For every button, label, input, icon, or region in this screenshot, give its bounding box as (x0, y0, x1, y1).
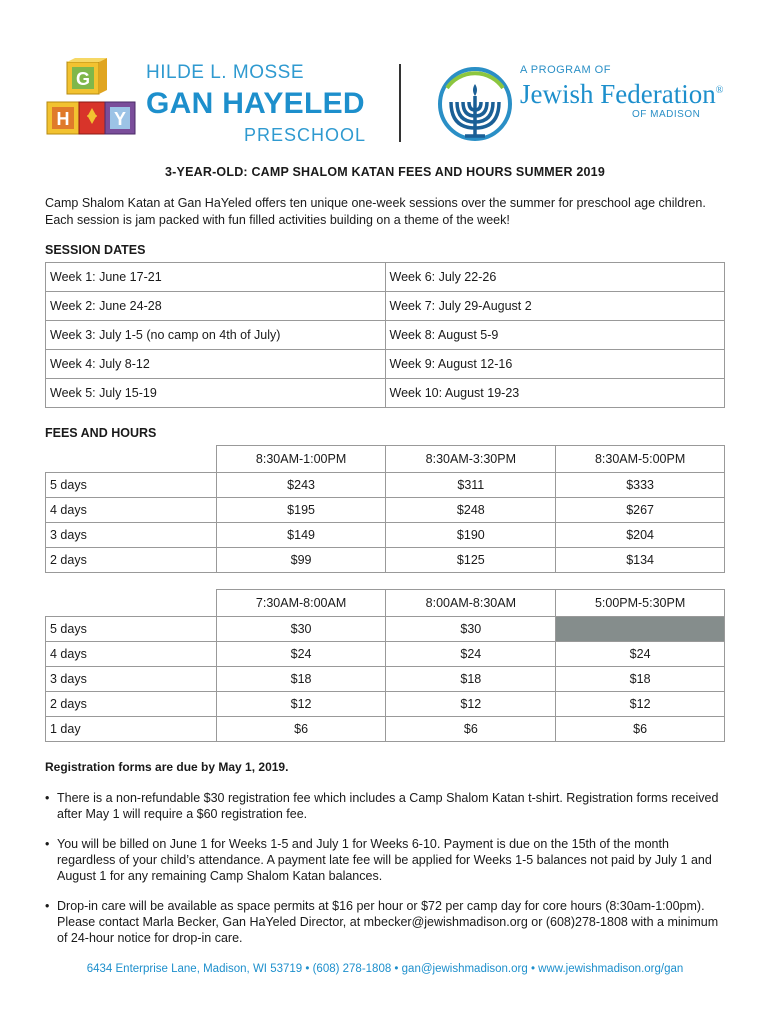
session-cell: Week 9: August 12-16 (385, 350, 725, 379)
days-label: 2 days (46, 548, 217, 573)
session-row (46, 350, 725, 379)
days-label: 2 days (46, 692, 217, 717)
session-cell: Week 8: August 5-9 (385, 321, 725, 350)
fees-header-row (46, 446, 725, 473)
fees-table-core (45, 445, 725, 573)
session-dates-heading: SESSION DATES (45, 243, 146, 257)
unavailable-cell (556, 617, 725, 642)
fee-value: $30 (216, 617, 386, 642)
block-letter-y: Y (113, 109, 127, 129)
fee-value: $24 (386, 642, 556, 667)
fee-value: $30 (386, 617, 556, 642)
fee-value: $6 (556, 717, 725, 742)
days-label: 5 days (46, 473, 217, 498)
fees-row (46, 548, 725, 573)
days-label: 1 day (46, 717, 217, 742)
session-cell: Week 2: June 24-28 (46, 292, 386, 321)
fees-row (46, 617, 725, 642)
session-cell: Week 4: July 8-12 (46, 350, 386, 379)
fees-header-row (46, 590, 725, 617)
fee-value: $12 (386, 692, 556, 717)
fee-value: $18 (386, 667, 556, 692)
fee-value: $18 (556, 667, 725, 692)
policy-list (45, 790, 725, 960)
fees-table-extended (45, 589, 725, 742)
fee-value: $99 (216, 548, 386, 573)
block-letter-h: H (56, 109, 70, 129)
session-cell: Week 3: July 1-5 (no camp on 4th of July) (46, 321, 386, 350)
fee-value: $24 (216, 642, 386, 667)
header-divider (399, 64, 401, 142)
fee-value: $243 (216, 473, 386, 498)
time-slot-header: 8:30AM-5:00PM (556, 446, 725, 473)
days-label: 5 days (46, 617, 217, 642)
fees-hours-heading: FEES AND HOURS (45, 426, 157, 440)
fees-row (46, 667, 725, 692)
session-cell: Week 7: July 29-August 2 (385, 292, 725, 321)
intro-paragraph: Camp Shalom Katan at Gan HaYeled offers ten unique one-week sessions over the summer for preschool age children. Each session is jam packed with fun filled activities building on a theme of the week! (45, 196, 706, 227)
session-cell: Week 6: July 22-26 (385, 263, 725, 292)
toy-blocks-logo (45, 58, 137, 142)
session-dates-table (45, 262, 725, 408)
fee-value: $333 (556, 473, 725, 498)
federation-name (520, 76, 723, 109)
time-slot-header: 7:30AM-8:00AM (216, 590, 386, 617)
time-slot-header: 5:00PM-5:30PM (556, 590, 725, 617)
block-letter-g: G (75, 69, 91, 89)
policy-item: • There is a non-refundable $30 registration fee which includes a Camp Shalom Katan t-shirt. Registration forms received after May 1 will require a $60 registration fee. (45, 790, 725, 822)
federation-name-text: Jewish Federation (520, 79, 716, 109)
fees-row (46, 498, 725, 523)
fee-value: $195 (216, 498, 386, 523)
time-slot-header: 8:30AM-1:00PM (216, 446, 386, 473)
fee-value: $18 (216, 667, 386, 692)
fee-value: $12 (556, 692, 725, 717)
gan-hayeled-wordmark (146, 62, 366, 146)
federation-wordmark (520, 64, 723, 120)
menorah-logo-icon (433, 66, 517, 142)
session-cell: Week 10: August 19-23 (385, 379, 725, 408)
registration-due-note: Registration forms are due by May 1, 2019. (45, 760, 289, 774)
footer-contact: 6434 Enterprise Lane, Madison, WI 53719 • (608) 278-1808 • gan@jewishmadison.org • www.jewishmadison.org/gan (86, 963, 684, 975)
days-label: 3 days (46, 667, 217, 692)
session-row (46, 321, 725, 350)
session-cell: Week 1: June 17-21 (46, 263, 386, 292)
days-label: 4 days (46, 498, 217, 523)
fee-value: $149 (216, 523, 386, 548)
time-slot-header: 8:30AM-3:30PM (386, 446, 556, 473)
policy-item: • Drop-in care will be available as space permits at $16 per hour or $72 per camp day for core hours (8:30am-1:00pm). Please contact Marla Becker, Gan HaYeled Director, at mbecker@jewishmadison.org or (608)278-1808 with a minimum of 24-hour notice for drop-in care. (45, 898, 725, 946)
fee-value: $12 (216, 692, 386, 717)
federation-location: OF MADISON (632, 109, 701, 120)
program-of-label: A PROGRAM OF (520, 64, 611, 76)
school-name-line2: GAN HAYELED (146, 87, 365, 120)
page-title: 3-YEAR-OLD: CAMP SHALOM KATAN FEES AND HOURS SUMMER 2019 (165, 165, 605, 179)
session-cell: Week 5: July 15-19 (46, 379, 386, 408)
fee-value: $6 (216, 717, 386, 742)
empty-corner-cell (46, 590, 217, 617)
fee-value: $311 (386, 473, 556, 498)
registered-mark: ® (715, 85, 724, 96)
fees-row (46, 642, 725, 667)
school-name-line1: HILDE L. MOSSE (146, 62, 304, 83)
school-name-line3: PRESCHOOL (244, 125, 367, 145)
fees-row (46, 717, 725, 742)
time-slot-header: 8:00AM-8:30AM (386, 590, 556, 617)
days-label: 4 days (46, 642, 217, 667)
empty-corner-cell (46, 446, 217, 473)
fees-row (46, 473, 725, 498)
fee-value: $6 (386, 717, 556, 742)
session-row (46, 263, 725, 292)
fees-row (46, 523, 725, 548)
session-row (46, 379, 725, 408)
days-label: 3 days (46, 523, 217, 548)
fee-value: $204 (556, 523, 725, 548)
fee-value: $267 (556, 498, 725, 523)
fee-value: $190 (386, 523, 556, 548)
session-row (46, 292, 725, 321)
fee-value: $24 (556, 642, 725, 667)
fee-value: $125 (386, 548, 556, 573)
policy-item: • You will be billed on June 1 for Weeks 1-5 and July 1 for Weeks 6-10. Payment is due on the 15th of the month regardless of your child’s attendance. A payment late fee will be applied for Weeks 1-5 balances not paid by July 1 and August 1 for any remaining Camp Shalom Katan balances. (45, 836, 725, 884)
letterhead (0, 0, 770, 150)
fee-value: $248 (386, 498, 556, 523)
fees-row (46, 692, 725, 717)
fee-value: $134 (556, 548, 725, 573)
